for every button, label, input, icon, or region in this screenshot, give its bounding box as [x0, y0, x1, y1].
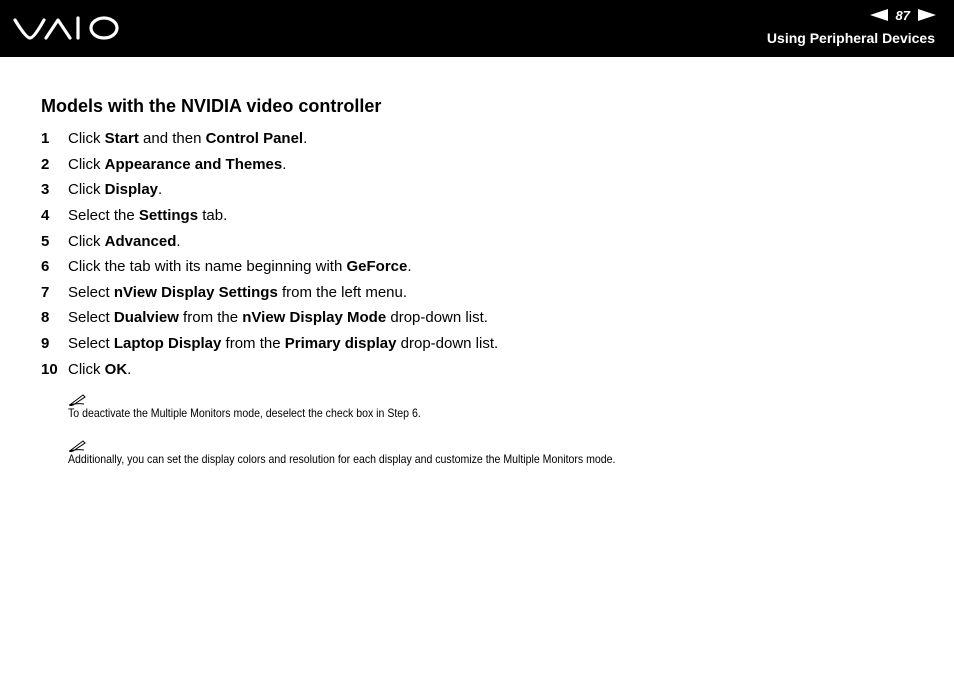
page-header: [0, 0, 954, 57]
step-text-run: and then: [138, 130, 206, 148]
note: [68, 438, 690, 466]
step-item: [41, 331, 498, 357]
ui-term: Appearance and Themes: [104, 155, 283, 173]
step-item: [41, 254, 498, 280]
step-item: [41, 280, 498, 306]
step-item: [41, 126, 498, 152]
steps-list: [41, 126, 498, 382]
step-text-run: Click: [68, 155, 105, 173]
step-text: [68, 309, 488, 326]
step-number: 5: [41, 232, 50, 250]
step-text-run: Select the: [68, 207, 139, 225]
step-text-run: .: [158, 181, 163, 199]
ui-term: Display: [104, 181, 159, 199]
step-text-run: drop-down list.: [396, 335, 499, 353]
note-text: Additionally, you can set the display colors and resolution for each display and customize the Multiple Monitors mode.: [68, 452, 616, 466]
ui-term: OK: [104, 360, 128, 378]
page-heading: Models with the NVIDIA video controller: [41, 96, 382, 116]
page-navigation: [870, 6, 936, 24]
step-text-run: .: [127, 360, 132, 378]
step-item: [41, 228, 498, 254]
step-text-run: Select: [68, 309, 114, 327]
step-text-run: Select: [68, 335, 114, 353]
step-text-run: from the left menu.: [277, 283, 408, 301]
ui-term: GeForce: [346, 258, 408, 276]
ui-term: nView Display Mode: [242, 309, 387, 327]
step-text: [68, 156, 286, 173]
step-text-run: tab.: [198, 207, 228, 225]
next-page-arrow-icon[interactable]: [918, 9, 936, 21]
ui-term: Laptop Display: [113, 335, 222, 353]
ui-term: Dualview: [113, 309, 179, 327]
page-number: 87: [895, 7, 910, 23]
step-text: [68, 130, 307, 147]
step-text-run: .: [282, 155, 287, 173]
step-text: [68, 181, 162, 198]
previous-page-arrow-icon[interactable]: [870, 9, 888, 21]
step-text: [68, 207, 227, 224]
step-text-run: Click the tab with its name beginning with: [68, 258, 347, 276]
step-text-run: Click: [68, 181, 105, 199]
step-text-run: Select: [68, 283, 114, 301]
vaio-logo: [12, 14, 122, 42]
step-item: [41, 152, 498, 178]
step-item: [41, 305, 498, 331]
step-item: [41, 177, 498, 203]
pencil-icon: [68, 392, 88, 406]
step-number: 2: [41, 155, 50, 173]
ui-term: Settings: [138, 207, 199, 225]
step-text-run: .: [407, 258, 412, 276]
step-text: [68, 361, 131, 378]
step-number: 8: [41, 309, 50, 327]
step-text-run: drop-down list.: [386, 309, 488, 327]
note-text: To deactivate the Multiple Monitors mode, deselect the check box in Step 6.: [68, 406, 421, 420]
step-text-run: from the: [178, 309, 243, 327]
step-text: [68, 233, 181, 250]
step-number: 10: [41, 360, 58, 378]
step-text-run: from the: [221, 335, 285, 353]
step-text: [68, 284, 407, 301]
step-number: 4: [41, 207, 50, 225]
step-number: 9: [41, 335, 50, 353]
section-title: Using Peripheral Devices: [766, 30, 935, 46]
step-item: [41, 356, 498, 382]
ui-term: Primary display: [284, 335, 397, 353]
step-number: 6: [41, 258, 50, 276]
step-text: [68, 258, 412, 275]
step-number: 1: [41, 130, 50, 148]
step-text: [68, 335, 498, 352]
ui-term: Advanced: [104, 232, 177, 250]
step-text-run: .: [303, 130, 308, 148]
step-item: [41, 203, 498, 229]
step-text-run: Click: [68, 232, 105, 250]
ui-term: Control Panel: [205, 130, 304, 148]
step-text-run: Click: [68, 130, 105, 148]
pencil-icon: [68, 438, 88, 452]
ui-term: nView Display Settings: [113, 283, 278, 301]
ui-term: Start: [104, 130, 139, 148]
step-text-run: .: [176, 232, 181, 250]
step-text-run: Click: [68, 360, 105, 378]
step-number: 7: [41, 283, 50, 301]
note: [68, 392, 469, 420]
step-number: 3: [41, 181, 50, 199]
